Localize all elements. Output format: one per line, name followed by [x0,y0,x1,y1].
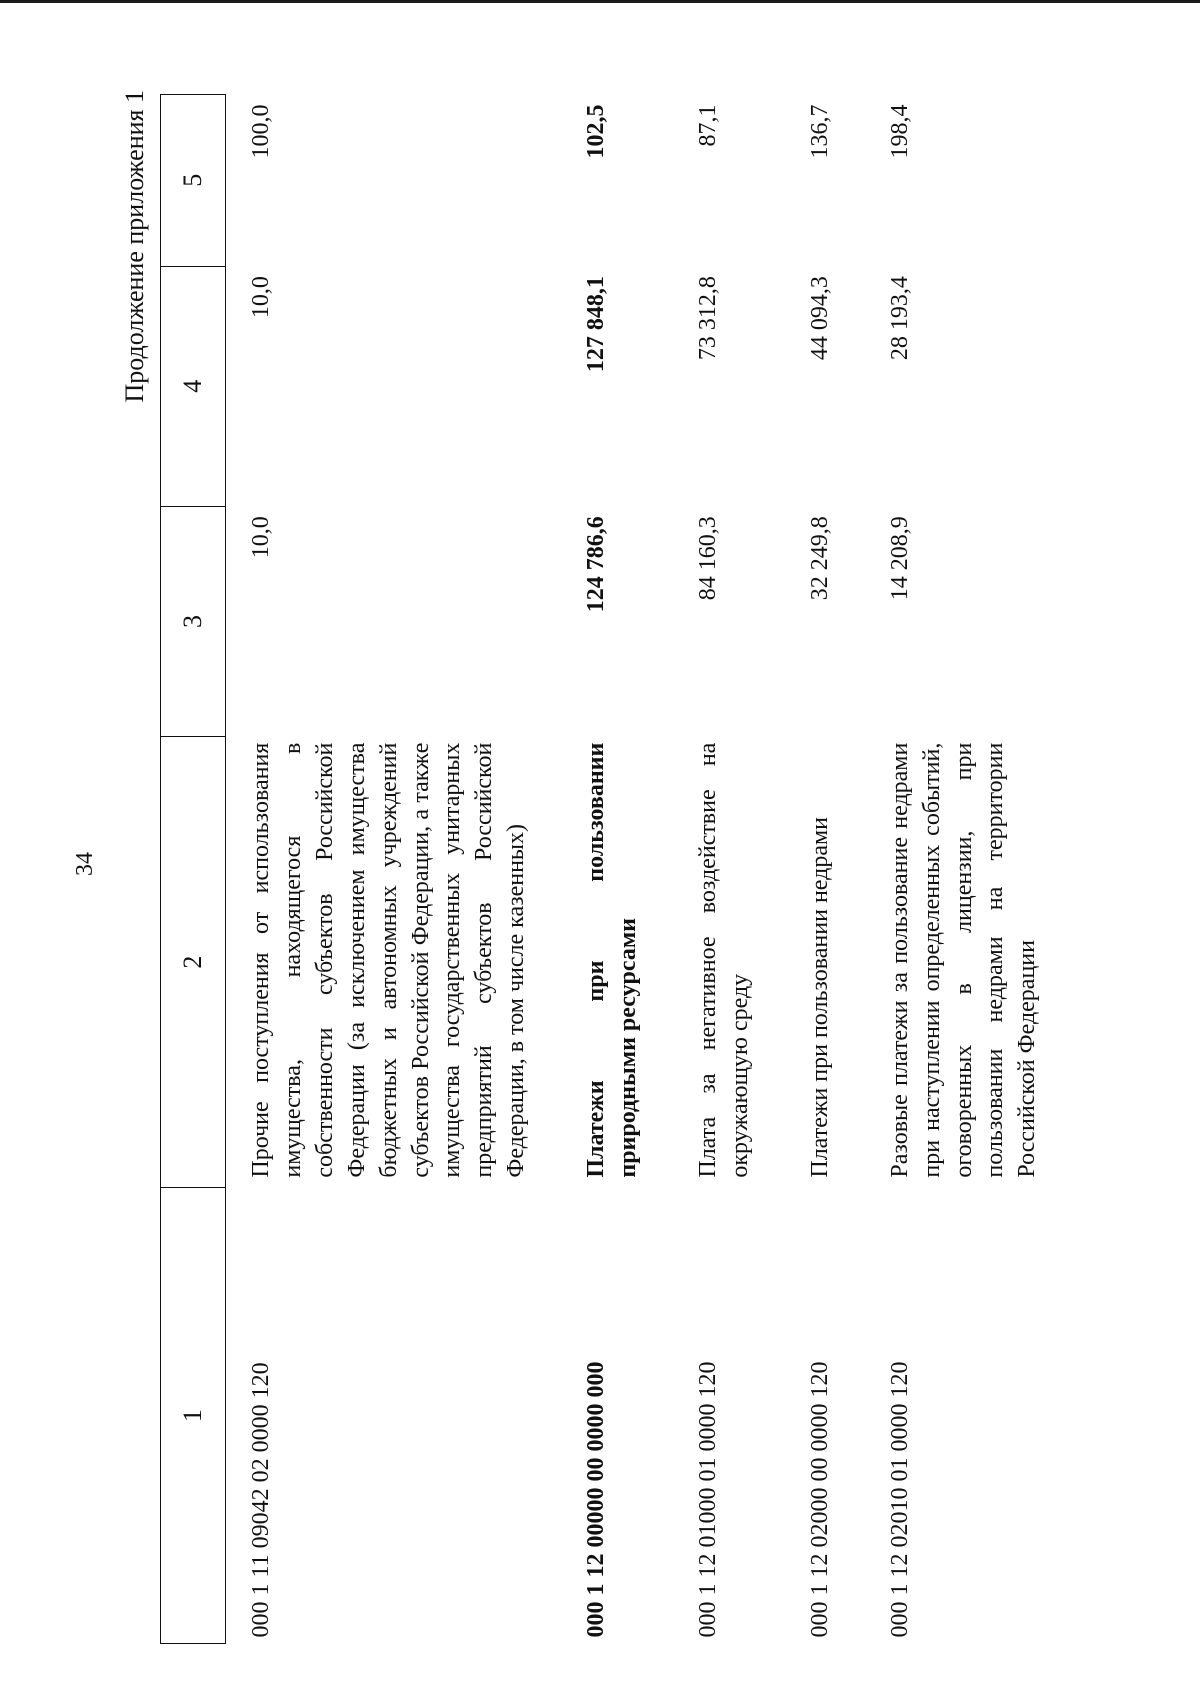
header-col-3: 3 [161,506,226,736]
header-col-2: 2 [161,737,226,1188]
table-row-total [561,95,673,1644]
row-description: Прочие поступления от использования имущества, находящегося в собственности субъектов Российской Федерации (за исключением имущества бюджетных и автономных учреждений субъектов Российской Федерации, а также имущества государственных унитарных предприятий субъектов Российской Федерации, в том числе казенных) [248,742,530,1178]
row-description: Платежи при пользовании недрами [806,816,833,1178]
row-value-col3: 84 160,3 [694,516,721,601]
page-number: 34 [72,852,98,876]
row-code: 000 1 12 02010 01 0000 120 [886,1361,913,1638]
row-code: 000 1 12 02000 00 0000 120 [806,1361,833,1638]
row-value-col5: 87,1 [694,104,721,147]
row-value-col4: 44 094,3 [806,276,833,361]
row-description: Платежи при пользовании природными ресурсами [583,742,642,1178]
row-description: Разовые платежи за пользование недрами при наступлении определенных событий, оговоренных в лицензии, при пользовании недрами на территории Российской Федерации [886,742,1041,1178]
table-row [785,95,865,1644]
header-col-4: 4 [161,266,226,506]
row-value-col3: 32 249,8 [806,516,833,601]
row-value-col5: 198,4 [886,104,913,159]
header-row [161,95,226,1644]
row-value-col4: 28 193,4 [886,276,913,361]
appendix-continuation-note: Продолжение приложения 1 [120,90,149,403]
row-value-col3: 10,0 [248,516,274,559]
row-value-col5: 100,0 [248,104,274,159]
row-code: 000 1 12 00000 00 0000 000 [583,1361,610,1638]
row-value-col4: 127 848,1 [583,276,610,373]
table-row [673,95,785,1644]
row-value-col5: 102,5 [583,104,610,159]
row-value-col3: 124 786,6 [583,516,610,613]
header-col-1: 1 [161,1188,226,1644]
row-value-col5: 136,7 [806,104,833,159]
row-code: 000 1 11 09042 02 0000 120 [248,1362,274,1638]
row-description: Плата за негативное воздействие на окружающую среду [694,742,753,1178]
table-row [865,95,1073,1644]
row-value-col4: 73 312,8 [694,276,721,361]
table-header [161,95,226,1644]
row-code: 000 1 12 01000 01 0000 120 [694,1361,721,1638]
table-body [226,95,1073,1644]
header-col-5: 5 [161,95,226,267]
revenue-table [160,94,1072,1644]
row-value-col4: 10,0 [248,276,274,319]
row-value-col3: 14 208,9 [886,516,913,601]
table-row [226,95,562,1644]
